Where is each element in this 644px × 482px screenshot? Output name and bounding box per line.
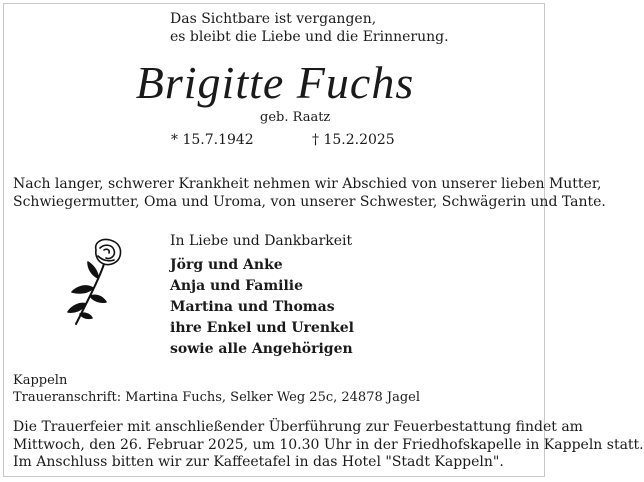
notice-line-3: Im Anschluss bitten wir zur Kaffeetafel in das Hotel "Stadt Kappeln". [13, 454, 504, 470]
announcement-line-1: Nach langer, schwerer Krankheit nehmen wir Abschied von unserer lieben Mutter, [13, 176, 602, 192]
notice-line-1: Die Trauerfeier mit anschließender Überführung zur Feuerbestattung findet am [13, 419, 583, 435]
place: Kappeln [13, 373, 68, 388]
rose-icon [60, 236, 130, 326]
funeral-notice [13, 419, 644, 472]
mourner-entry: Anja und Familie [170, 278, 303, 294]
mourners-list [170, 255, 354, 360]
motto-line-1: Das Sichtbare ist vergangen, [170, 11, 377, 27]
mourner-entry: Martina und Thomas [170, 299, 335, 315]
mourner-entry: sowie alle Angehörigen [170, 341, 353, 357]
notice-line-2: Mittwoch, den 26. Februar 2025, um 10.30 Uhr in der Friedhofskapelle in Kappeln statt. [13, 436, 644, 453]
birth-date: * 15.7.1942 [171, 132, 254, 148]
mourner-entry: Jörg und Anke [170, 257, 283, 273]
thanks-line: In Liebe und Dankbarkeit [170, 233, 353, 249]
mourner-entry: ihre Enkel und Urenkel [170, 320, 354, 336]
death-date: † 15.2.2025 [312, 132, 395, 148]
announcement [13, 175, 606, 211]
maiden-name: geb. Raatz [260, 110, 331, 125]
deceased-name: Brigitte Fuchs [135, 57, 415, 108]
motto [170, 10, 449, 46]
announcement-line-2: Schwiegermutter, Oma und Uroma, von unserer Schwester, Schwägerin und Tante. [13, 194, 606, 210]
motto-line-2: es bleibt die Liebe und die Erinnerung. [170, 29, 449, 45]
mourning-address: Traueranschrift: Martina Fuchs, Selker Weg 25c, 24878 Jagel [13, 390, 421, 405]
